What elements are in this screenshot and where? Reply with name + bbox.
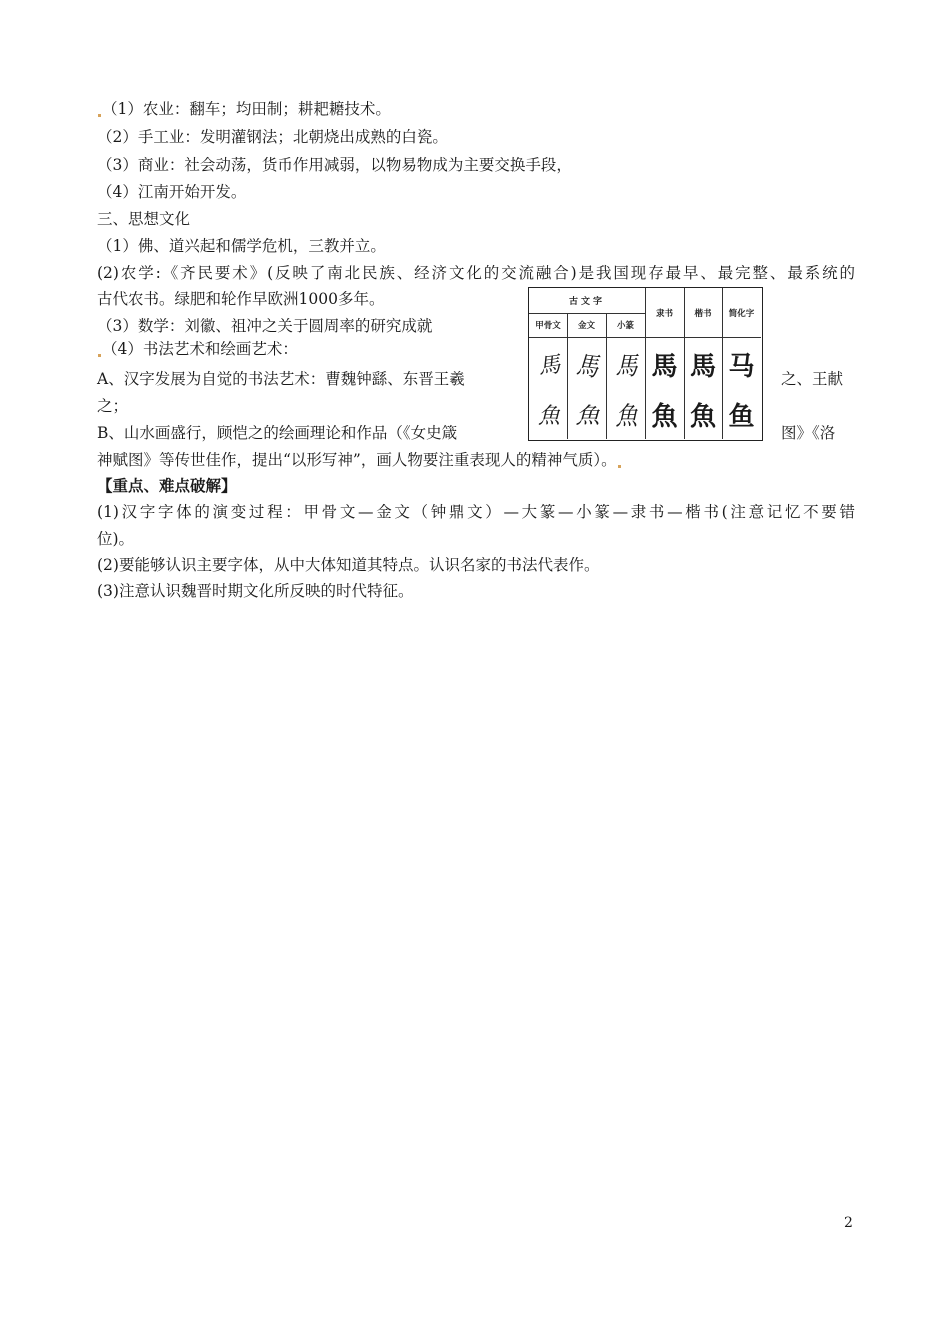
- glyph-horse-kaishu: 馬: [689, 351, 716, 382]
- text-line-agriculture: （1）农业：翻车；均田制；耕耙耱技术。: [97, 99, 391, 119]
- edit-mark: [618, 465, 621, 468]
- header-ancient-script: 古文字: [568, 297, 605, 307]
- glyph-horse-simplified: 马: [728, 351, 755, 382]
- header-lishu: 隶书: [655, 308, 673, 319]
- text-line-painting-b: B、山水画盛行，顾恺之的绘画理论和作品（《女史箴: [97, 424, 458, 442]
- header-simplified: 简化字: [728, 308, 755, 319]
- script-evolution-figure: [528, 287, 763, 441]
- text-line-script-evolution-cont: 位)。: [97, 530, 135, 548]
- page-number: 2: [844, 1215, 853, 1231]
- text-line-calligraphy-painting: （4）书法艺术和绘画艺术：: [97, 339, 298, 359]
- section-heading-thought-culture: 三、思想文化: [97, 210, 191, 228]
- text-line-painting-b-tail: 图》《洛: [781, 424, 836, 442]
- glyph-fish-jinwen: 魚: [575, 403, 598, 429]
- glyph-horse-lishu: 馬: [651, 351, 678, 382]
- edit-mark: [98, 114, 101, 117]
- text-line-calligraphy-a: A、汉字发展为自觉的书法艺术：曹魏钟繇、东晋王羲: [97, 370, 465, 388]
- text-line-calligraphy-a-tail: 之、王献: [781, 370, 844, 388]
- text-line-painting-b-cont: 神赋图》等传世佳作，提出“以形写神”，画人物要注重表现人的精神气质）。: [97, 450, 622, 470]
- section-heading-key-points: 【重点、难点破解】: [97, 476, 237, 495]
- text-line-religion: （1）佛、道兴起和儒学危机，三教并立。: [97, 237, 386, 255]
- header-jiagu: 甲骨文: [535, 321, 561, 331]
- header-kaishu: 楷书: [694, 308, 712, 319]
- text-line-math: （3）数学：刘徽、祖冲之关于圆周率的研究成就: [97, 317, 433, 335]
- text-line-commerce: （3）商业：社会动荡，货币作用减弱，以物易物成为主要交换手段，: [97, 156, 572, 174]
- glyph-fish-simplified: 鱼: [728, 401, 755, 432]
- text-line-agronomy: (2)农学:《齐民要术》(反映了南北民族、经济文化的交流融合)是我国现存最早、最完整、最系统的: [97, 264, 855, 282]
- text-line-calligraphy-a-cont: 之；: [97, 397, 129, 415]
- glyph-horse-jinwen: 馬: [575, 350, 598, 383]
- glyph-horse-xiaozhuan: 馬: [615, 351, 636, 381]
- text-line-recognize-scripts: (2)要能够认识主要字体，从中大体知道其特点。认识名家的书法代表作。: [97, 556, 600, 574]
- text-line-handicraft: （2）手工业：发明灌钢法；北朝烧出成熟的白瓷。: [97, 128, 448, 146]
- glyph-fish-kaishu: 魚: [689, 401, 716, 432]
- edit-mark: [98, 354, 101, 357]
- text-line-jiangnan: （4）江南开始开发。: [97, 183, 247, 201]
- glyph-fish-xiaozhuan: 魚: [615, 401, 636, 431]
- header-xiaozhuan: 小篆: [616, 321, 634, 331]
- text-line-era-features: (3)注意认识魏晋时期文化所反映的时代特征。: [97, 582, 414, 600]
- grid-line: [529, 337, 761, 338]
- glyph-fish-lishu: 魚: [651, 401, 678, 432]
- glyph-fish-jiagu: 魚: [537, 403, 558, 429]
- header-jinwen: 金文: [577, 321, 595, 331]
- text-line-agronomy-cont: 古代农书。绿肥和轮作早欧洲1000多年。: [97, 290, 385, 308]
- glyph-horse-jiagu: 馬: [536, 352, 560, 380]
- text-line-script-evolution: (1)汉字字体的演变过程：甲骨文—金文（钟鼎文）—大篆—小篆—隶书—楷书(注意记忆不要错: [97, 503, 855, 521]
